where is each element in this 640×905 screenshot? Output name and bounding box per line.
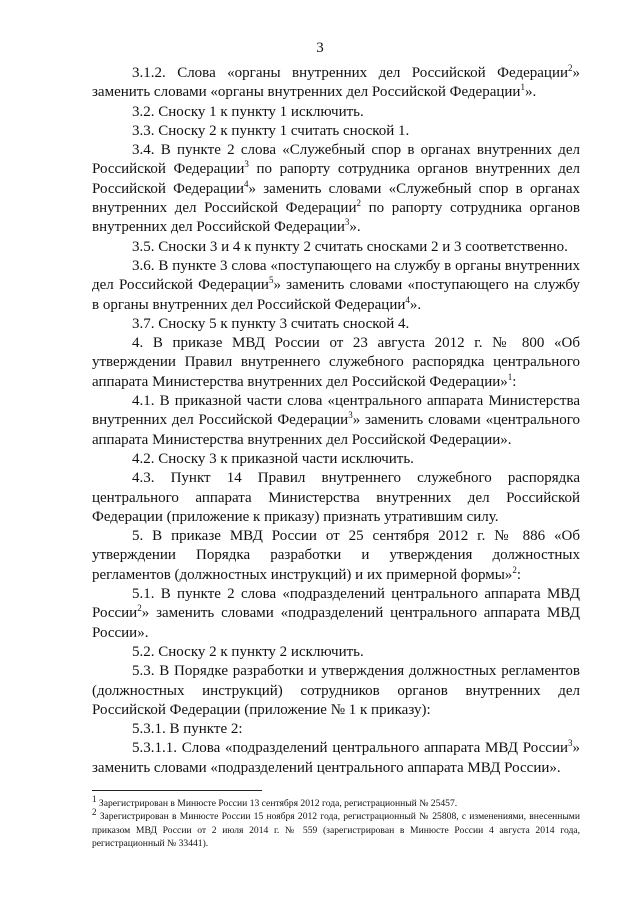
paragraph-text: 5.2. Сноску 2 к пункту 2 исключить. — [132, 643, 364, 660]
footnote-ref: 1 — [520, 82, 525, 93]
footnote-ref: 3 — [344, 217, 350, 228]
footnote-text: Зарегистрирован в Минюсте России 15 ноября 2012 года, регистрационный № 25808, с изменениями, внесенными приказом МВД России от 2 июля 2014 г. № 559 (зарегистрирован в Минюсте России 4 августа 2014 года, регистрационный № 33441). — [92, 811, 580, 850]
paragraph-text: 4.2. Сноску 3 к приказной части исключить. — [132, 450, 414, 467]
paragraph-text: ». — [409, 296, 422, 313]
paragraph — [92, 64, 580, 103]
footnote-ref: 5 — [268, 275, 274, 286]
footnote-ref: 3 — [348, 410, 353, 421]
paragraph-text: 3.4. В пункте 2 слова «Служебный спор в органах внутренних дел Российской Федерации — [92, 142, 580, 178]
paragraph-text: 4.1. В приказной части слова «центрального аппарата Министерства внутренних дел Российской Федерации — [92, 393, 580, 429]
paragraph — [92, 122, 580, 141]
paragraph — [92, 720, 580, 739]
paragraph-text: по рапорту сотрудника органов внутренних дел Российской Федерации — [92, 200, 580, 236]
footnote-ref: 2 — [512, 564, 517, 575]
paragraph-text: » заменить словами «подразделений центрального аппарата МВД России». — [92, 740, 580, 776]
paragraph-text: 5. В приказе МВД России от 25 сентября 2012 г. № 886 «Об утверждении Порядка разработки и утверждения должностных регламентов (должностных инструкций) и их примерной формы» — [92, 528, 580, 583]
paragraph-text: 4.3. Пункт 14 Правил внутреннего служебного распорядка центрального аппарата Министерства внутренних дел Российской Федерации (приложение к приказу) признать утратившим силу. — [92, 470, 580, 525]
paragraph — [92, 469, 580, 527]
paragraph-text: » заменить словами «органы внутренних дел Российской Федерации — [92, 65, 580, 101]
paragraph-text: ». — [349, 219, 361, 236]
paragraph — [92, 662, 580, 720]
paragraph — [92, 527, 580, 585]
paragraph — [92, 585, 580, 643]
footnotes — [92, 793, 580, 851]
footnote — [92, 793, 580, 810]
footnote-ref: 2 — [137, 603, 142, 614]
paragraph-text: : — [512, 373, 517, 390]
paragraph-text: 3.5. Сноски 3 и 4 к пункту 2 считать сносками 2 и 3 соответственно. — [132, 238, 568, 255]
paragraph-text: » заменить словами «центрального аппарата Министерства внутренних дел Российской Федерации». — [92, 412, 580, 448]
paragraph-text: 3.1.2. Слова «органы внутренних дел Российской Федерации — [132, 65, 568, 81]
paragraph-text: » заменить словами «подразделений центрального аппарата МВД России». — [92, 605, 580, 641]
paragraph — [92, 392, 580, 450]
paragraph-text: : — [516, 566, 521, 583]
footnote-text: Зарегистрирован в Минюсте России 13 сентября 2012 года, регистрационный № 25457. — [96, 798, 458, 809]
paragraph-text: ». — [524, 84, 537, 101]
footnote-mark: 1 — [92, 793, 97, 804]
paragraph — [92, 238, 580, 257]
paragraph-text: 4. В приказе МВД России от 23 августа 2012 г. № 800 «Об утверждении Правил внутреннего служебного распорядка центрального аппарата Министерства внутренних дел Российской Федерации» — [92, 335, 580, 390]
footnote-ref: 3 — [568, 738, 573, 749]
paragraph-text: » заменить словами «Служебный спор в органах внутренних дел Российской Федерации — [92, 180, 580, 217]
footnote-separator — [92, 790, 262, 791]
footnote-ref: 1 — [507, 371, 513, 382]
paragraph-text: 5.1. В пункте 2 слова «подразделений центрального аппарата МВД России — [92, 586, 580, 622]
paragraph-text: 3.2. Сноску 1 к пункту 1 исключить. — [132, 103, 364, 120]
footnote-ref: 2 — [356, 198, 361, 209]
footnote — [92, 807, 580, 850]
paragraph — [92, 739, 580, 778]
paragraph-text: 5.3.1.1. Слова «подразделений центрального аппарата МВД России — [132, 740, 568, 757]
paragraph — [92, 315, 580, 334]
paragraph — [92, 643, 580, 662]
paragraph-text: по рапорту сотрудника органов внутренних дел Российской Федерации — [92, 161, 581, 197]
footnote-ref: 4 — [405, 294, 410, 305]
footnote-ref: 3 — [244, 159, 249, 170]
paragraph-text: 3.3. Сноску 2 к пункту 1 считать сноской 1. — [132, 122, 410, 139]
paragraph-text: » заменить словами «поступающего на службу в органы внутренних дел Российской Федерации — [92, 277, 580, 313]
paragraph — [92, 257, 580, 315]
paragraph — [92, 450, 580, 469]
document-body — [92, 64, 580, 778]
paragraph — [92, 141, 580, 237]
page-number: 3 — [316, 40, 324, 56]
footnote-mark: 2 — [92, 807, 97, 818]
paragraph-text: 5.3.1. В пункте 2: — [132, 721, 243, 738]
paragraph-text: 3.7. Сноску 5 к пункту 3 считать сноской 4. — [132, 315, 410, 332]
paragraph — [92, 103, 580, 122]
footnote-ref: 4 — [244, 178, 249, 189]
paragraph-text: 3.6. В пункте 3 слова «поступающего на службу в органы внутренних дел Российской Федерации — [92, 257, 580, 294]
paragraph-text: 5.3. В Порядке разработки и утверждения должностных регламентов (должностных инструкций) сотрудников органов внутренних дел Российской Федерации (приложение № 1 к приказу): — [92, 663, 580, 718]
footnote-ref: 2 — [568, 63, 573, 73]
paragraph — [92, 334, 580, 392]
